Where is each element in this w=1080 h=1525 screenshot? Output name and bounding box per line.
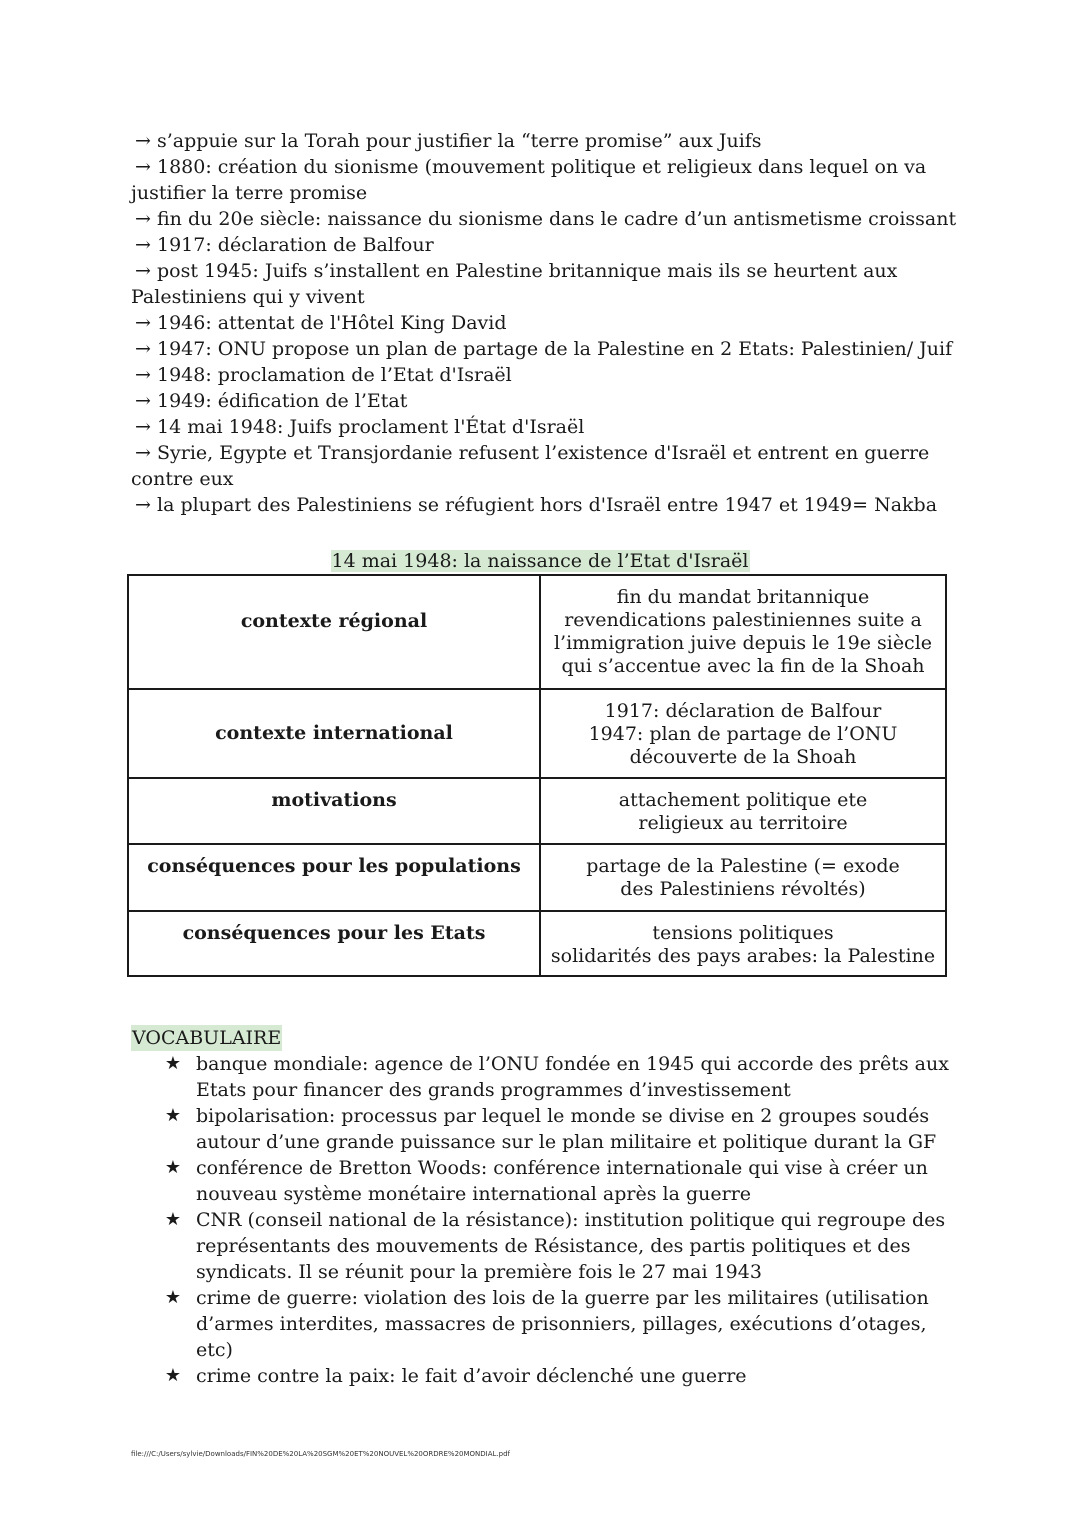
table-row	[128, 844, 946, 911]
arrow-icon: →	[135, 390, 151, 412]
vocabulary-list	[162, 1051, 962, 1389]
row-value: tensions politiques solidarités des pays arabes: la Palestine	[540, 911, 946, 976]
note-line: → 14 mai 1948: Juifs proclament l'État d'Israël	[131, 414, 961, 440]
row-label: contexte international	[128, 689, 540, 778]
arrow-icon: →	[135, 260, 151, 282]
arrow-icon: →	[135, 494, 151, 516]
list-item: ★ banque mondiale: agence de l’ONU fondée en 1945 qui accorde des prêts aux Etats pour financer des grands programmes d’investissement	[162, 1051, 962, 1103]
table-row	[128, 689, 946, 778]
list-item: ★ conférence de Bretton Woods: conférence internationale qui vise à créer un nouveau système monétaire international après la guerre	[162, 1155, 962, 1207]
star-icon: ★	[164, 1287, 182, 1308]
arrow-icon: →	[135, 442, 151, 464]
note-line: → post 1945: Juifs s’installent en Palestine britannique mais ils se heurtent aux Palestiniens qui y vivent	[131, 260, 898, 308]
table-row	[128, 575, 946, 689]
star-icon: ★	[164, 1209, 182, 1230]
row-label: motivations	[128, 778, 540, 844]
note-line: → 1949: édification de l’Etat	[131, 388, 961, 414]
context-table	[127, 574, 947, 977]
row-value: attachement politique ete religieux au territoire	[540, 778, 946, 844]
note-line: → Syrie, Egypte et Transjordanie refusent l’existence d'Israël et entrent en guerre contre eux	[131, 442, 930, 490]
note-line: → la plupart des Palestiniens se réfugient hors d'Israël entre 1947 et 1949= Nakba	[131, 492, 961, 518]
row-label: conséquences pour les populations	[128, 844, 540, 911]
row-label: contexte régional	[128, 575, 540, 689]
note-line: → 1947: ONU propose un plan de partage de la Palestine en 2 Etats: Palestinien/ Juif	[131, 336, 961, 362]
arrow-icon: →	[135, 234, 151, 256]
table-row	[128, 911, 946, 976]
row-value: partage de la Palestine (= exode des Palestiniens révoltés)	[540, 844, 946, 911]
note-line: → fin du 20e siècle: naissance du sionisme dans le cadre d’un antismetisme croissant	[131, 206, 961, 232]
note-line: → 1946: attentat de l'Hôtel King David	[131, 310, 961, 336]
star-icon: ★	[164, 1053, 182, 1074]
note-line: → 1948: proclamation de l’Etat d'Israël	[131, 362, 961, 388]
list-item: ★ CNR (conseil national de la résistance): institution politique qui regroupe des représentants des mouvements de Résistance, des partis politiques et des syndicats. Il se réunit pour la première fois le 27 mai 1943	[162, 1207, 962, 1285]
row-value: fin du mandat britannique revendications palestiniennes suite a l’immigration juive depuis le 19e siècle qui s’accentue avec la fin de la Shoah	[540, 575, 946, 689]
arrow-icon: →	[135, 416, 151, 438]
row-label: conséquences pour les Etats	[128, 911, 540, 976]
star-icon: ★	[164, 1365, 182, 1386]
arrow-icon: →	[135, 338, 151, 360]
list-item: ★ crime contre la paix: le fait d’avoir déclenché une guerre	[162, 1363, 962, 1389]
arrow-icon: →	[135, 312, 151, 334]
arrow-icon: →	[135, 156, 151, 178]
arrow-icon: →	[135, 364, 151, 386]
note-line: → 1880: création du sionisme (mouvement politique et religieux dans lequel on va justifier la terre promise	[131, 156, 927, 204]
file-path-footer: file:///C:/Users/sylvie/Downloads/FIN%20DE%20LA%20SGM%20ET%20NOUVEL%20ORDRE%20MONDIAL.pdf	[131, 1450, 510, 1458]
row-value: 1917: déclaration de Balfour 1947: plan de partage de l’ONU découverte de la Shoah	[540, 689, 946, 778]
arrow-icon: →	[135, 208, 151, 230]
star-icon: ★	[164, 1105, 182, 1126]
note-line: → 1917: déclaration de Balfour	[131, 232, 961, 258]
note-line: → s’appuie sur la Torah pour justifier la “terre promise” aux Juifs	[131, 128, 961, 154]
table-row	[128, 778, 946, 844]
list-item: ★ crime de guerre: violation des lois de la guerre par les militaires (utilisation d’armes interdites, massacres de prisonniers, pillages, exécutions d’otages, etc)	[162, 1285, 962, 1363]
star-icon: ★	[164, 1157, 182, 1178]
vocabulary-title: VOCABULAIRE	[132, 1027, 282, 1049]
timeline-notes	[131, 128, 961, 518]
list-item: ★ bipolarisation: processus par lequel le monde se divise en 2 groupes soudés autour d’une grande puissance sur le plan militaire et politique durant la GF	[162, 1103, 962, 1155]
arrow-icon: →	[135, 130, 151, 152]
table-title: 14 mai 1948: la naissance de l’Etat d'Israël	[331, 550, 749, 572]
